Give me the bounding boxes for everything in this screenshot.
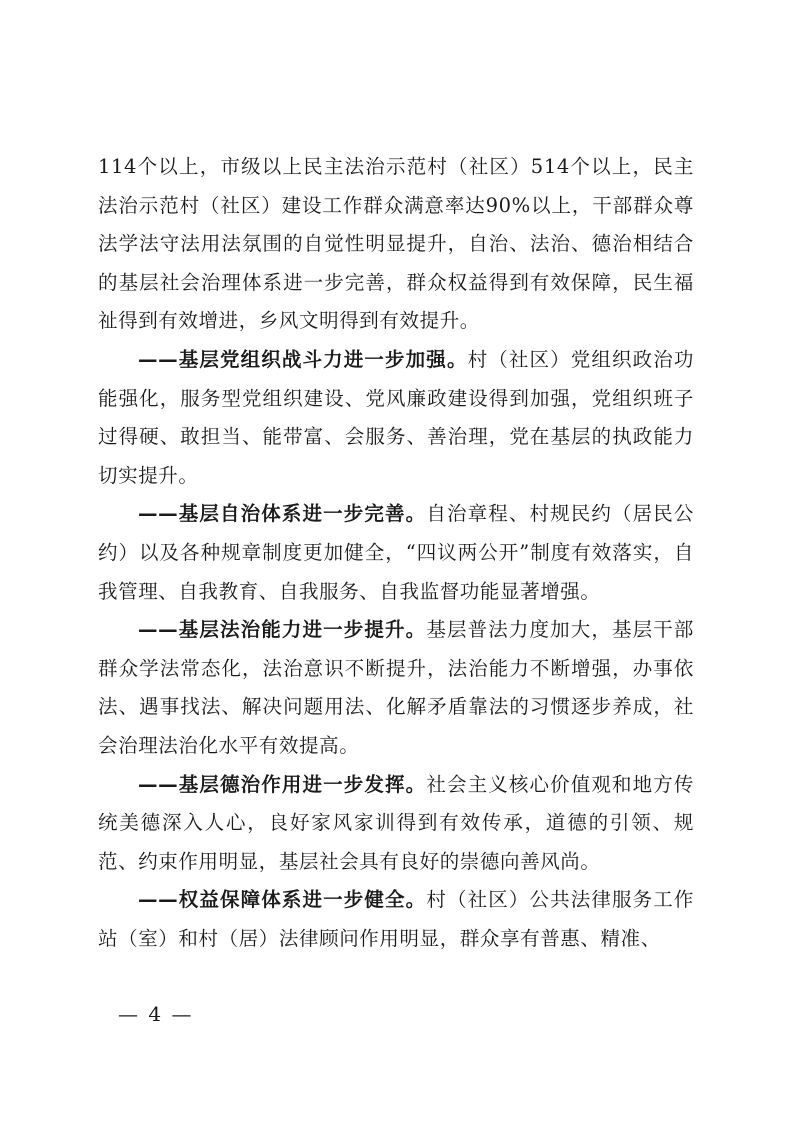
paragraph-text: 自治章程、村规民约（居民公约）以及各种规章制度更加健全，“四议两公开”制度有效落实，自我管理、自我教育、自我服务、自我监督功能显著增强。 [98, 502, 694, 603]
paragraph-self-governance [98, 495, 694, 611]
body-text [98, 148, 694, 958]
paragraph-heading: ——基层党组织战斗力进一步加强。 [138, 347, 468, 371]
paragraph-text: 社会主义核心价值观和地方传统美德深入人心，良好家风家训得到有效传承，道德的引领、规范、约束作用明显，基层社会具有良好的崇德向善风尚。 [98, 772, 694, 873]
paragraph-party-organization [98, 341, 694, 495]
paragraph-heading: ——权益保障体系进一步健全。 [138, 888, 427, 912]
paragraph-continuation [98, 148, 694, 341]
paragraph-text: 114个以上，市级以上民主法治示范村（社区）514个以上，民主法治示范村（社区）建设工作群众满意率达90%以上，干部群众尊法学法守法用法氛围的自觉性明显提升，自治、法治、德治相结合的基层社会治理体系进一步完善，群众权益得到有效保障，民生福祉得到有效增进，乡风文明得到有效提升。 [98, 155, 694, 333]
paragraph-text: 村（社区）公共法律服务工作站（室）和村（居）法律顾问作用明显，群众享有普惠、精准、 [98, 888, 694, 950]
paragraph-text: 基层普法力度加大，基层干部群众学法常态化，法治意识不断提升，法治能力不断增强，办事依法、遇事找法、解决问题用法、化解矛盾靠法的习惯逐步养成，社会治理法治化水平有效提高。 [98, 618, 694, 757]
paragraph-text: 村（社区）党组织政治功能强化，服务型党组织建设、党风廉政建设得到加强，党组织班子过得硬、敢担当、能带富、会服务、善治理，党在基层的执政能力切实提升。 [98, 347, 694, 487]
paragraph-heading: ——基层法治能力进一步提升。 [138, 618, 427, 642]
paragraph-heading: ——基层德治作用进一步发挥。 [138, 772, 427, 796]
paragraph-rule-of-virtue [98, 766, 694, 882]
paragraph-heading: ——基层自治体系进一步完善。 [138, 502, 427, 526]
page-number: — 4 — [118, 1002, 194, 1026]
paragraph-rights-protection [98, 881, 694, 958]
paragraph-rule-of-law [98, 611, 694, 765]
